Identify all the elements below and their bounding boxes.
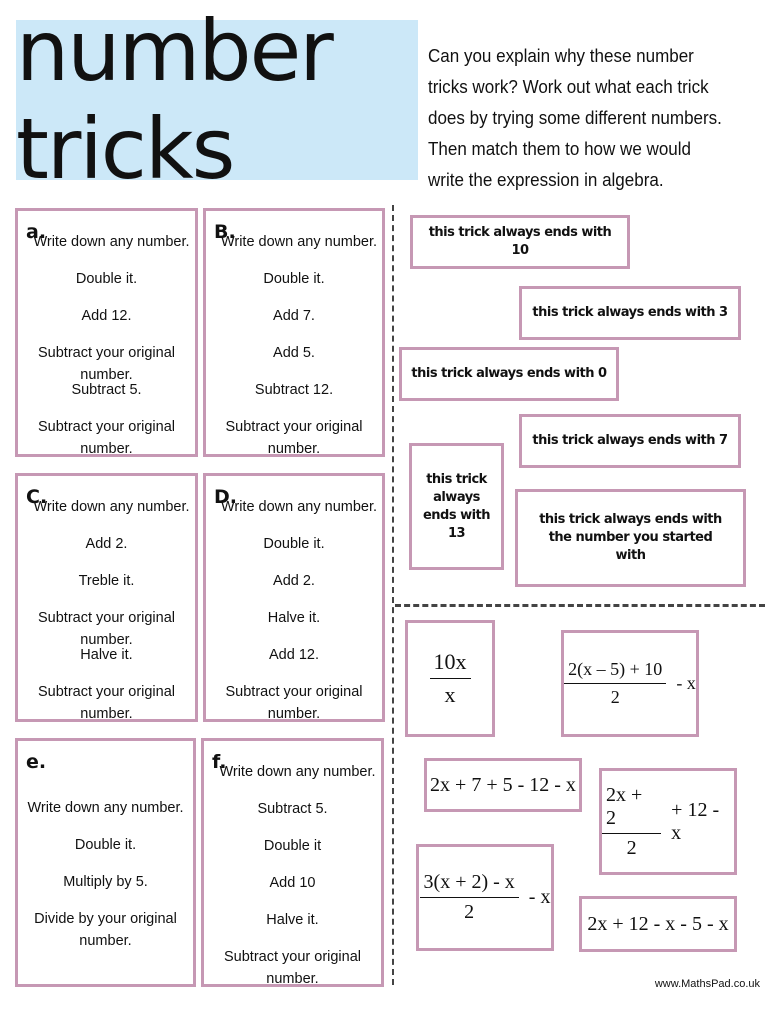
step: Add 2. (85, 536, 128, 552)
step: Write down any number. (220, 499, 378, 515)
step: Subtract 5. (257, 801, 328, 817)
step: Halve it. (267, 610, 321, 626)
step: Add 12. (269, 647, 319, 663)
result-card: this trick always ends with the number you started with (515, 489, 746, 587)
fraction (602, 784, 661, 860)
step: Add 7. (273, 308, 315, 324)
result-card: this trick always ends with 13 (409, 443, 504, 570)
step: Multiply by 5. (63, 874, 148, 890)
step: Halve it. (80, 647, 133, 663)
step: Halve it. (266, 912, 319, 928)
card-letter: f. (212, 751, 227, 773)
result-card: this trick always ends with 3 (519, 286, 741, 340)
step: Subtract your original number. (37, 345, 175, 383)
step: Add 12. (81, 308, 132, 324)
expression-text: 2x + 7 + 5 - 12 - x (430, 773, 576, 796)
step: Subtract your original number. (37, 419, 175, 457)
step: Treble it. (78, 573, 135, 589)
expression-card (561, 630, 699, 737)
step-list (18, 797, 193, 949)
expression-tail: + 12 - x (671, 798, 720, 844)
step: Subtract 12. (254, 382, 334, 398)
expression-card (416, 844, 554, 951)
step: Write down any number. (33, 234, 190, 250)
denominator: x (444, 682, 456, 707)
step: Subtract your original number. (225, 684, 363, 722)
trick-card-f (201, 738, 384, 987)
step: Subtract your original number. (223, 949, 361, 987)
denominator: 2 (464, 901, 475, 923)
numerator: 10x (430, 649, 471, 679)
source-credit: www.MathsPad.co.uk (654, 978, 760, 990)
horizontal-divider (395, 604, 765, 607)
card-letter: D. (214, 486, 237, 508)
expression-tail: - x (528, 886, 551, 908)
step: Double it. (75, 271, 138, 287)
fraction (430, 649, 471, 708)
result-card: this trick always ends with 0 (399, 347, 619, 401)
trick-card-b (203, 208, 385, 457)
step: Subtract your original number. (37, 610, 175, 648)
expression-text: 2x + 12 - x - 5 - x (587, 912, 729, 935)
step: Add 10 (269, 875, 316, 891)
step: Subtract 5. (71, 382, 142, 398)
card-letter: a. (26, 221, 47, 243)
trick-card-a (15, 208, 198, 457)
page-title: number tricks (16, 2, 332, 198)
step: Add 2. (273, 573, 315, 589)
step: Add 5. (273, 345, 315, 361)
expression-card (405, 620, 495, 737)
step: Double it. (263, 536, 325, 552)
step-list (206, 231, 382, 457)
step-list (18, 231, 195, 457)
card-letter: B. (214, 221, 236, 243)
step: Double it. (74, 837, 137, 853)
step: Subtract your original number. (37, 684, 175, 722)
intro-text: Can you explain why these number tricks work? Work out what each trick does by trying some different numbers. Then match them to how we would write the expression in algebra. (428, 45, 722, 190)
card-letter: e. (26, 751, 47, 773)
step-list (204, 761, 381, 987)
expression-card (424, 758, 582, 812)
step-list (18, 496, 195, 722)
step: Write down any number. (33, 499, 190, 515)
denominator: 2 (626, 836, 637, 859)
step: Double it. (263, 271, 325, 287)
expression-card (599, 768, 737, 875)
step: Subtract your original number. (225, 419, 363, 457)
numerator: 2x + 2 (602, 784, 661, 834)
step-list (206, 496, 382, 722)
denominator: 2 (610, 687, 620, 707)
expression-card (579, 896, 737, 952)
vertical-divider (392, 205, 394, 985)
result-card: this trick always ends with 10 (410, 215, 630, 269)
result-card: this trick always ends with 7 (519, 414, 741, 468)
step: Write down any number. (219, 764, 376, 780)
step: Write down any number. (220, 234, 378, 250)
card-letter: C. (26, 486, 48, 508)
numerator: 2(x – 5) + 10 (564, 659, 666, 684)
trick-card-d (203, 473, 385, 722)
expression-tail: - x (676, 673, 696, 693)
step: Divide by your original number. (34, 911, 177, 949)
trick-card-e (15, 738, 196, 987)
step: Double it (263, 838, 322, 854)
fraction (420, 871, 519, 924)
trick-card-c (15, 473, 198, 722)
fraction (564, 659, 666, 708)
numerator: 3(x + 2) - x (420, 871, 519, 898)
step: Write down any number. (27, 800, 184, 816)
